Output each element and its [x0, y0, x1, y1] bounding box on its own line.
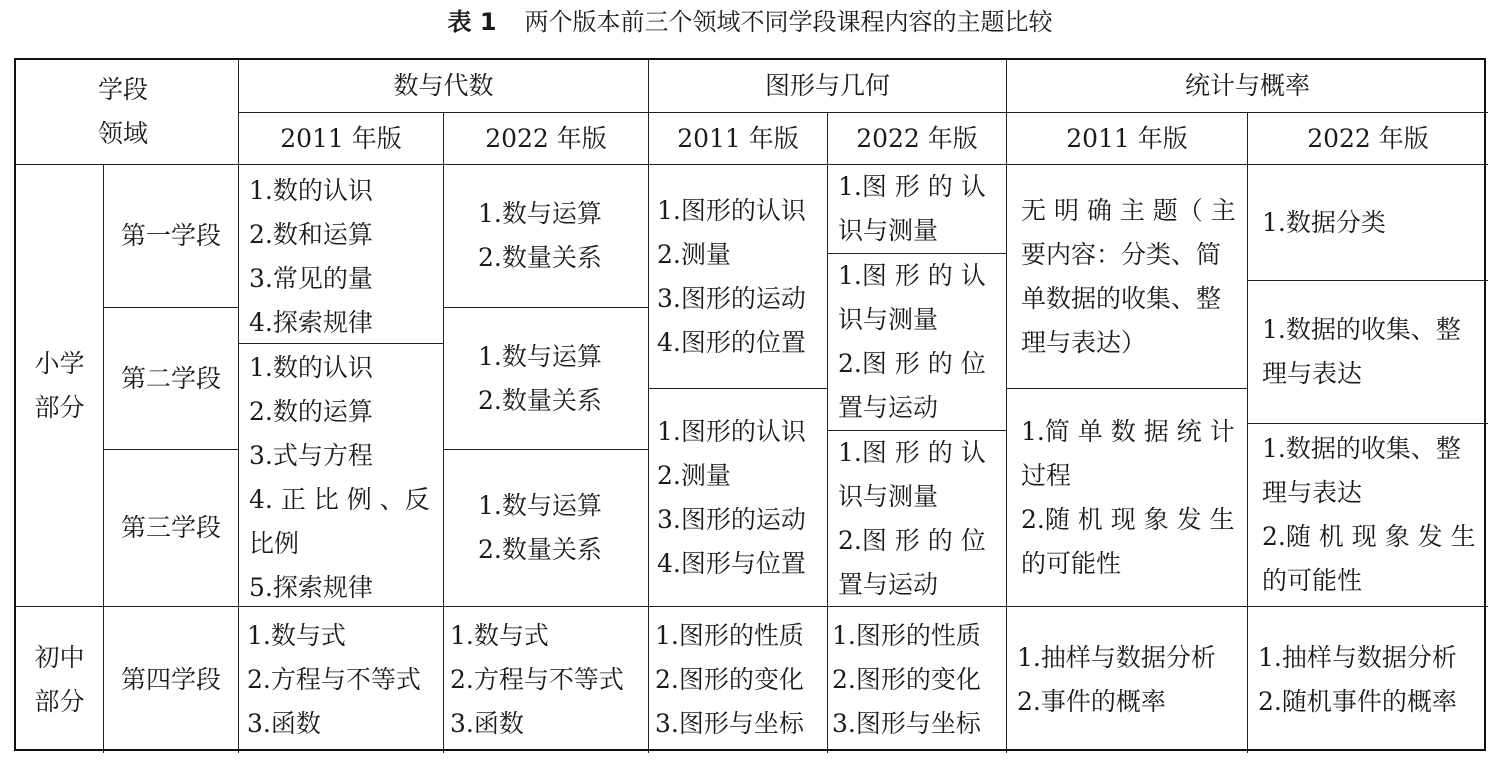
content-item: 4.图形的位置	[657, 327, 806, 357]
statistics-2022-stage2	[1248, 281, 1488, 424]
domain-header-number-algebra: 数与代数	[239, 60, 649, 113]
content-item: 1.数与运算	[478, 491, 602, 520]
content-item: 2.随机事件的概率	[1258, 687, 1457, 716]
content-item: 1.数与运算	[478, 341, 602, 371]
statistics-2022-primary	[1248, 165, 1488, 607]
content-item: 单数据的收集、整	[1021, 283, 1222, 313]
part-label-junior	[16, 607, 104, 753]
content-item: 1.图形的认识	[657, 416, 806, 446]
stage-label-3: 第三学段	[104, 450, 239, 607]
content-item: 1.图 形 的 认	[838, 172, 986, 201]
statistics-2011-primary	[1007, 165, 1248, 607]
content-item: 1.图 形 的 认	[838, 438, 986, 467]
content-item: 2.测量	[657, 239, 731, 269]
statistics-2011-stage1-2	[1007, 165, 1247, 389]
content-item: 1.抽样与数据分析	[1258, 643, 1457, 672]
header-corner	[16, 60, 239, 165]
content-item: 置与运动	[838, 393, 939, 422]
content-item: 2.数和运算	[249, 220, 373, 249]
version-header: 2022 年版	[1248, 113, 1488, 165]
statistics-2011-stage3	[1007, 389, 1247, 606]
content-item: 的可能性	[1262, 566, 1363, 595]
content-item: 3.式与方程	[249, 441, 373, 470]
geometry-2011-stage3	[649, 389, 827, 606]
table-title: 两个版本前三个领域不同学段课程内容的主题比较	[524, 8, 1053, 36]
corner-stage-label: 学段	[98, 75, 149, 104]
version-header: 2011 年版	[649, 113, 828, 165]
part-label-line: 小学	[34, 348, 85, 378]
content-item: 识与测量	[838, 482, 939, 511]
version-header: 2011 年版	[1007, 113, 1248, 165]
content-item: 2.随 机 现 象 发 生	[1021, 504, 1235, 534]
table-number: 表 1	[447, 8, 497, 36]
part-label-line: 部分	[34, 392, 85, 422]
domain-header-statistics: 统计与概率	[1007, 60, 1488, 113]
content-item: 4.探索规律	[249, 308, 373, 337]
content-item: 4.图形与位置	[657, 548, 806, 578]
content-item: 3.函数	[450, 709, 524, 738]
content-item: 3.图形的运动	[657, 504, 806, 534]
geometry-2011-primary	[649, 165, 828, 607]
version-header: 2022 年版	[828, 113, 1007, 165]
content-item: 识与测量	[838, 305, 939, 334]
geometry-2011-stage4	[649, 607, 828, 753]
table-caption	[0, 6, 1500, 38]
num-alg-2011-stage2-3	[239, 344, 443, 607]
comparison-table	[14, 58, 1486, 751]
content-item: 识与测量	[838, 216, 939, 245]
content-item: 1.数与式	[450, 621, 549, 650]
content-item: 2.图形的变化	[832, 665, 981, 694]
content-item: 要内容：分类、简	[1021, 239, 1222, 269]
content-item: 理与表达	[1262, 478, 1363, 507]
content-item: 2.数的运算	[249, 397, 373, 426]
content-item: 1.简 单 数 据 统 计	[1021, 416, 1235, 446]
content-item: 2.事件的概率	[1017, 687, 1166, 716]
num-alg-2022-stage2	[444, 308, 649, 450]
content-item: 1.数据的收集、整	[1262, 434, 1461, 463]
num-alg-2011-primary	[239, 165, 444, 607]
geometry-2022-stage1	[828, 165, 1006, 254]
statistics-2022-stage1	[1248, 165, 1488, 281]
version-header: 2022 年版	[444, 113, 649, 165]
content-item: 3.图形的运动	[657, 283, 806, 313]
stage-label-1: 第一学段	[104, 165, 239, 308]
content-item: 3.图形与坐标	[832, 709, 981, 738]
content-item: 1.图形的性质	[832, 621, 981, 650]
content-item: 1.数与式	[247, 621, 346, 650]
content-item: 理与表达）	[1021, 327, 1147, 357]
content-item: 1.抽样与数据分析	[1017, 643, 1216, 672]
geometry-2022-primary	[828, 165, 1007, 607]
stage-label-2: 第二学段	[104, 308, 239, 450]
statistics-2022-stage3	[1248, 424, 1488, 606]
content-item: 3.函数	[247, 709, 321, 738]
num-alg-2022-stage4	[444, 607, 649, 753]
content-item: 2.数量关系	[478, 385, 602, 415]
content-item: 2.随 机 现 象 发 生	[1262, 522, 1476, 551]
content-item: 4. 正 比 例 、反	[249, 485, 430, 514]
content-item: 1.数的认识	[249, 353, 373, 382]
corner-domain-label: 领域	[98, 119, 149, 148]
part-label-line: 初中	[34, 643, 85, 672]
geometry-2022-stage4	[828, 607, 1007, 753]
content-item: 1.数与运算	[478, 199, 602, 228]
content-item: 2.数量关系	[478, 535, 602, 564]
content-item: 无 明 确 主 题（ 主	[1021, 195, 1236, 225]
content-item: 1.图形的性质	[655, 621, 804, 650]
statistics-2022-stage4	[1248, 607, 1488, 753]
version-header: 2011 年版	[239, 113, 444, 165]
content-item: 2.数量关系	[478, 243, 602, 272]
content-item: 的可能性	[1021, 548, 1122, 578]
content-item: 2.图 形 的 位	[838, 349, 986, 378]
content-item: 1.图形的认识	[657, 195, 806, 225]
content-item: 2.测量	[657, 460, 731, 490]
content-item: 过程	[1021, 460, 1072, 490]
num-alg-2011-stage4	[239, 607, 444, 753]
num-alg-2022-stage3	[444, 450, 649, 607]
content-item: 2.图形的变化	[655, 665, 804, 694]
content-item: 置与运动	[838, 570, 939, 599]
stage-label-4: 第四学段	[104, 607, 239, 753]
num-alg-2011-stage1	[239, 165, 443, 344]
geometry-2022-stage3	[828, 431, 1006, 607]
geometry-2022-stage2	[828, 254, 1006, 431]
part-label-primary	[16, 165, 104, 607]
content-item: 2.图 形 的 位	[838, 526, 986, 555]
part-label-line: 部分	[34, 687, 85, 716]
content-item: 1.数的认识	[249, 176, 373, 205]
content-item: 3.图形与坐标	[655, 709, 804, 738]
content-item: 5.探索规律	[249, 573, 373, 602]
content-item: 1.图 形 的 认	[838, 261, 986, 290]
content-item: 1.数据分类	[1262, 207, 1386, 237]
statistics-2011-stage4	[1007, 607, 1248, 753]
num-alg-2022-stage1	[444, 165, 649, 308]
content-item: 2.方程与不等式	[450, 665, 624, 694]
content-item: 2.方程与不等式	[247, 665, 421, 694]
content-item: 1.数据的收集、整	[1262, 315, 1461, 344]
geometry-2011-stage1-2	[649, 165, 827, 389]
content-item: 理与表达	[1262, 359, 1363, 388]
domain-header-geometry: 图形与几何	[649, 60, 1007, 113]
content-item: 比例	[249, 529, 300, 558]
content-item: 3.常见的量	[249, 264, 373, 293]
